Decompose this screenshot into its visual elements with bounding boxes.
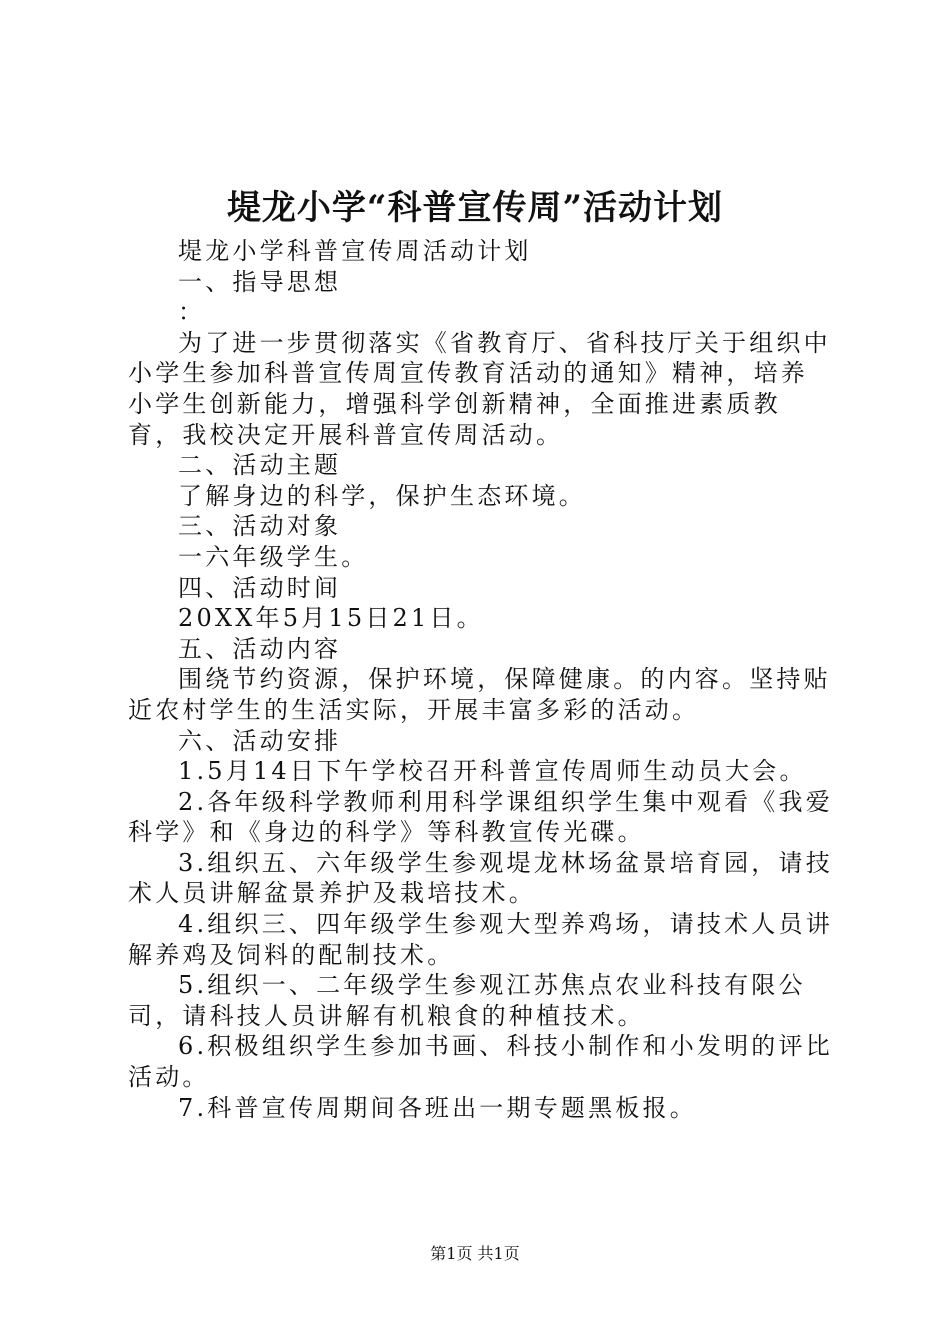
section-heading-audience: 三、活动对象 — [178, 512, 342, 541]
arrangement-item-5: 5.组织一、二年级学生参观江苏焦点农业科技有限公司，请科技人员讲解有机粮食的种植技术。 — [128, 971, 806, 1030]
arrangement-item-2: 2.各年级科学教师利用科学课组织学生集中观看《我爱科学》和《身边的科学》等科教宣传光碟。 — [128, 787, 833, 847]
page-footer: 第1页 共1页 — [430, 1244, 520, 1263]
arrangement-item-7: 7.科普宣传周期间各班出一期专题黑板报。 — [178, 1093, 697, 1122]
content-paragraph: 围绕节约资源，保护环境，保障健康。的内容。坚持贴近农村学生的生活实际，开展丰富多彩的活动。 — [128, 665, 831, 724]
section-heading-guiding-ideology: 一、指导思想 — [178, 267, 342, 296]
arrangement-item-4: 4.组织三、四年级学生参观大型养鸡场，请技术人员讲解养鸡及饲料的配制技术。 — [128, 910, 833, 969]
document-title: 堤龙小学“科普宣传周”活动计划 — [226, 188, 724, 228]
subtitle-paragraph: 堤龙小学科普宣传周活动计划 — [178, 237, 532, 265]
arrangement-item-3: 3.组织五、六年级学生参观堤龙林场盆景培育园，请技术人员讲解盆景养护及栽培技术。 — [128, 848, 833, 908]
section-heading-time: 四、活动时间 — [178, 573, 342, 602]
time-paragraph: 20XX年5月15日21日。 — [178, 604, 484, 633]
guiding-ideology-paragraph: 为了进一步贯彻落实《省教育厅、省科技厅关于组织中小学生参加科普宣传周宣传教育活动的通知》精神，培养小学生创新能力，增强科学创新精神，全面推进素质教育，我校决定开展科普宣传周活动。 — [128, 328, 831, 449]
colon-line: ： — [178, 298, 206, 327]
document-body — [128, 236, 834, 1123]
section-heading-content: 五、活动内容 — [178, 634, 342, 663]
section-heading-theme: 二、活动主题 — [178, 451, 342, 480]
section-heading-arrangement: 六、活动安排 — [178, 726, 342, 755]
arrangement-item-1: 1.5月14日下午学校召开科普宣传周师生动员大会。 — [178, 757, 807, 786]
audience-paragraph: 一六年级学生。 — [178, 542, 369, 571]
arrangement-item-6: 6.积极组织学生参加书画、科技小制作和小发明的评比活动。 — [128, 1032, 833, 1092]
theme-paragraph: 了解身边的科学，保护生态环境。 — [178, 481, 586, 510]
